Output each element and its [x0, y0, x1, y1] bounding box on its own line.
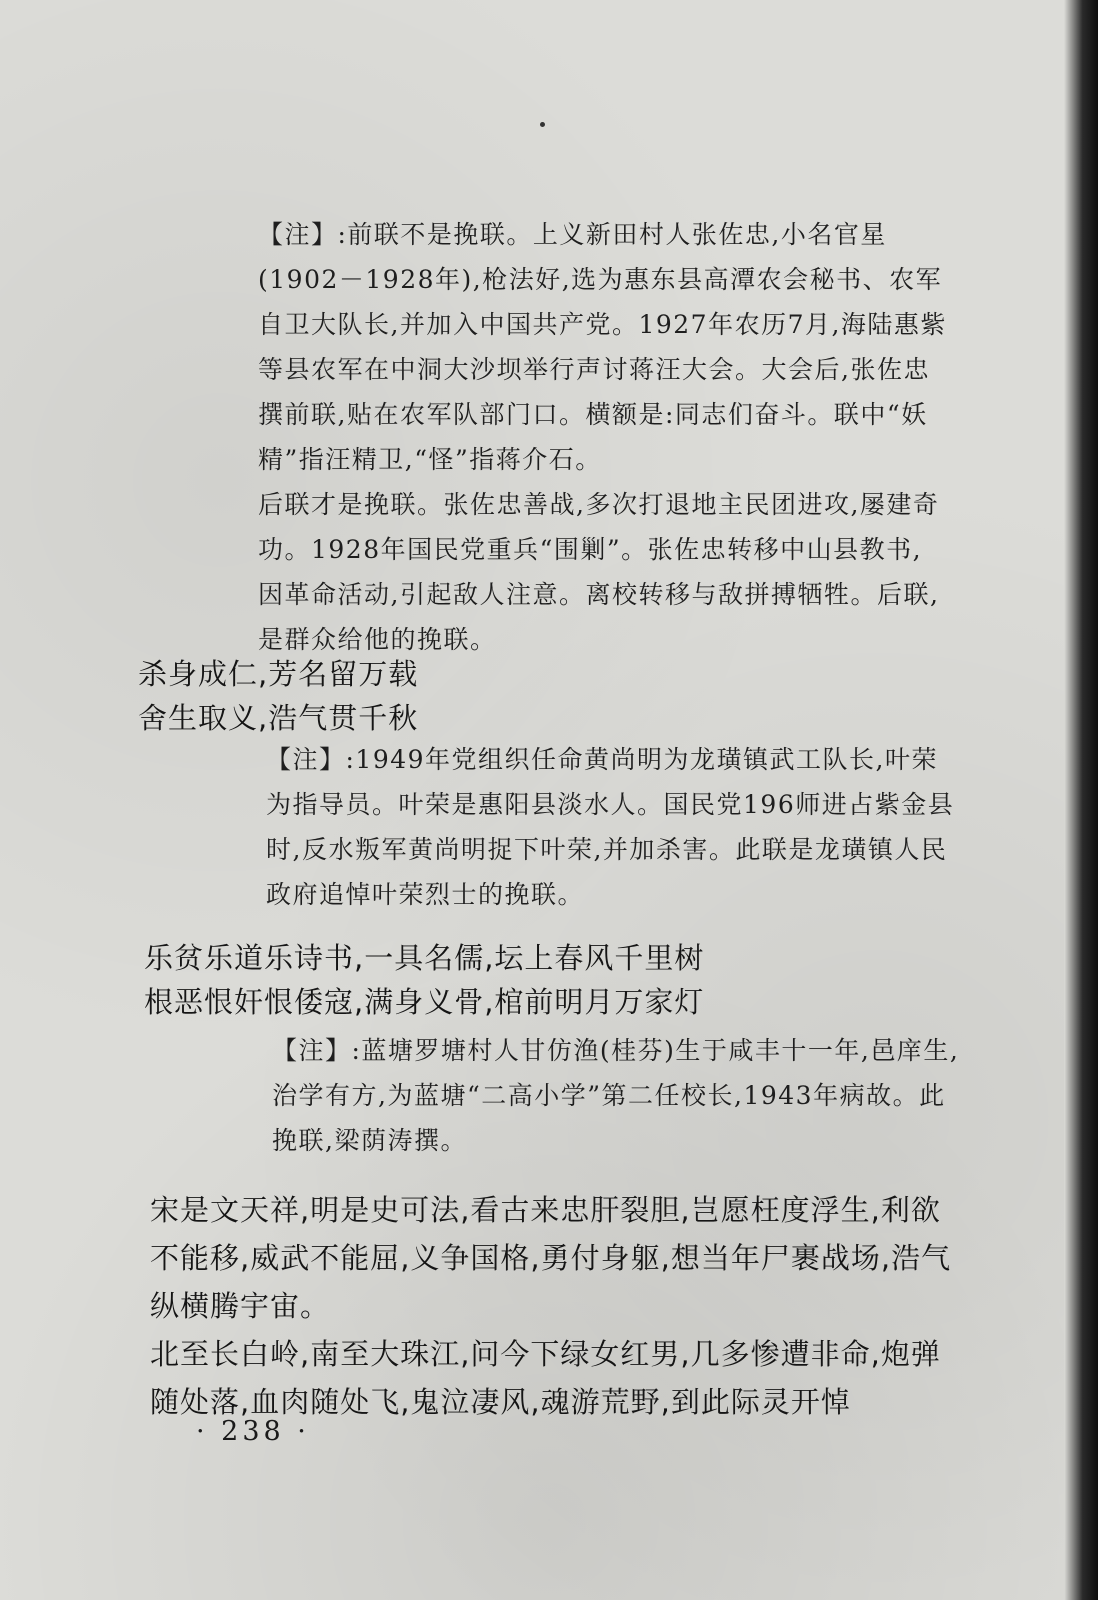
- ink-dot: [540, 122, 545, 127]
- annotation-note-2: [266, 737, 956, 917]
- couplet-3-line-1: 乐贫乐道乐诗书,一具名儒,坛上春风千里树: [144, 941, 705, 975]
- annotation-note-1-para-1: 【注】:前联不是挽联。上义新田村人张佐忠,小名官星(1902－1928年),枪法好,选为惠东县高潭农会秘书、农军自卫大队长,并加入中国共产党。1927年农历7月,海陆惠紫等县农军在中洞大沙坝举行声讨蒋汪大会。大会后,张佐忠撰前联,贴在农军队部门口。横额是:同志们奋斗。联中“妖精”指汪精卫,“怪”指蒋介石。: [258, 220, 947, 474]
- couplet-4-para-2: 北至长白岭,南至大珠江,问今下绿女红男,几多惨遭非命,炮弹随处落,血肉随处飞,鬼泣凄风,魂游荒野,到此际灵开悼: [150, 1337, 941, 1419]
- couplet-2-line-2: 舍生取义,浩气贯千秋: [138, 701, 419, 735]
- annotation-note-2-text: 【注】:1949年党组织任命黄尚明为龙璜镇武工队长,叶荣为指导员。叶荣是惠阳县淡水人。国民党196师进占紫金县时,反水叛军黄尚明捉下叶荣,并加杀害。此联是龙璜镇人民政府追悼叶荣烈士的挽联。: [266, 745, 955, 909]
- annotation-note-1: [258, 212, 948, 662]
- annotation-note-3-text: 【注】:蓝塘罗塘村人甘仿渔(桂芬)生于咸丰十一年,邑庠生,治学有方,为蓝塘“二高小学”第二任校长,1943年病故。此挽联,梁荫涛撰。: [272, 1036, 960, 1155]
- couplet-2: [138, 652, 958, 740]
- scan-edge-shadow: [1064, 0, 1098, 1600]
- annotation-note-1-para-2: 后联才是挽联。张佐忠善战,多次打退地主民团进攻,屡建奇功。1928年国民党重兵“围剿”。张佐忠转移中山县教书,因革命活动,引起敌人注意。离校转移与敌拼搏牺牲。后联,是群众给他的挽联。: [258, 490, 940, 654]
- couplet-3-line-2: 根恶恨奸恨倭寇,满身义骨,棺前明月万家灯: [144, 985, 705, 1019]
- couplet-4-para-1: 宋是文天祥,明是史可法,看古来忠肝裂胆,岂愿枉度浮生,利欲不能移,威武不能屈,义争国格,勇付身躯,想当年尸裹战场,浩气纵横腾宇宙。: [150, 1193, 952, 1323]
- couplet-2-line-1: 杀身成仁,芳名留万载: [138, 657, 419, 691]
- couplet-3: [144, 936, 964, 1024]
- couplet-4: [150, 1186, 970, 1426]
- page-number: · 238 ·: [196, 1416, 310, 1447]
- annotation-note-3: [272, 1028, 962, 1163]
